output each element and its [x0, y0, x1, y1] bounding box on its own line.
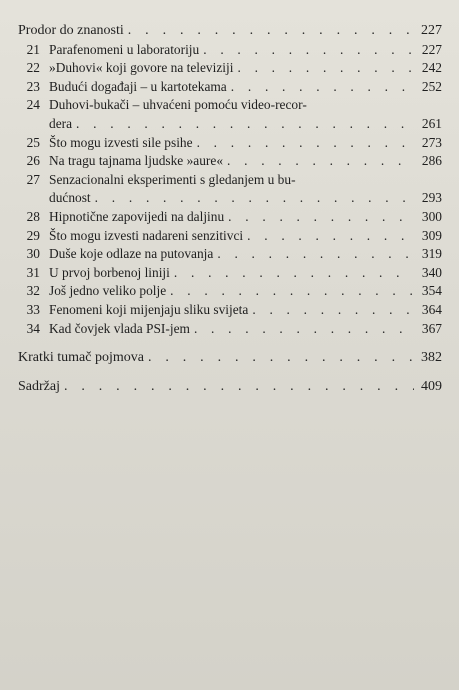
leader-dots [128, 22, 414, 41]
toc-entry [18, 59, 442, 78]
chapter-number: 34 [26, 320, 40, 336]
leader-dots [203, 41, 414, 60]
chapter-number: 28 [26, 208, 40, 224]
chapter-page: 364 [421, 301, 442, 317]
chapter-title: Fenomeni koji mijenjaju sliku svijeta [49, 301, 249, 317]
chapter-title-cont: dera [49, 115, 73, 131]
table-of-contents [18, 22, 442, 396]
leader-dots [194, 320, 414, 339]
leader-dots [247, 227, 414, 246]
chapter-title: Što mogu izvesti sile psihe [49, 134, 193, 150]
leader-dots [148, 349, 414, 368]
section-title: Prodor do znanosti [18, 23, 124, 38]
section-title: Kratki tumač pojmova [18, 350, 144, 366]
section-title: Sadržaj [18, 378, 60, 394]
chapter-number: 25 [26, 134, 40, 150]
toc-entry [18, 152, 442, 171]
toc-entry [18, 78, 442, 97]
leader-dots [95, 189, 414, 208]
chapter-page: 340 [421, 264, 442, 280]
chapter-title-cont: dućnost [49, 190, 91, 206]
chapter-number: 33 [26, 301, 40, 317]
leader-dots [64, 378, 414, 397]
leader-dots [170, 282, 414, 301]
chapter-page: 319 [421, 246, 442, 262]
chapter-page: 293 [421, 190, 442, 206]
chapter-number: 27 [26, 171, 40, 187]
chapter-number: 21 [26, 41, 40, 57]
leader-dots [227, 152, 414, 171]
chapter-title: Budući događaji – u kartotekama [49, 78, 227, 94]
toc-entry [18, 320, 442, 339]
toc-section-heading [18, 349, 442, 368]
chapter-number: 24 [26, 97, 40, 113]
toc-section-heading [18, 378, 442, 397]
chapter-title: Kad čovjek vlada PSI-jem [49, 320, 190, 336]
chapter-page: 354 [421, 283, 442, 299]
toc-entry [18, 301, 442, 320]
toc-entry-continuation [18, 115, 442, 134]
chapter-title: Parafenomeni u laboratoriju [49, 41, 200, 57]
section-page: 227 [421, 23, 442, 38]
leader-dots [197, 134, 414, 153]
section-page: 409 [421, 378, 442, 394]
chapter-page: 300 [421, 208, 442, 224]
toc-entry [18, 41, 442, 60]
leader-dots [228, 208, 414, 227]
chapter-title: U prvoj borbenoj liniji [49, 264, 170, 280]
toc-entry [18, 282, 442, 301]
chapter-page: 273 [421, 134, 442, 150]
chapter-number: 31 [26, 264, 40, 280]
leader-dots [231, 78, 414, 97]
toc-entry-continuation [18, 189, 442, 208]
chapter-page: 286 [421, 153, 442, 169]
chapter-number: 23 [26, 78, 40, 94]
chapter-page: 367 [421, 320, 442, 336]
toc-entry [18, 264, 442, 283]
chapter-number: 22 [26, 60, 40, 76]
chapter-title: Još jedno veliko polje [49, 283, 167, 299]
toc-entry [18, 96, 442, 115]
chapter-title: »Duhovi« koji govore na televiziji [49, 60, 234, 76]
chapter-number: 29 [26, 227, 40, 243]
chapter-title: Hipnotične zapovijedi na daljinu [49, 208, 225, 224]
toc-entry [18, 171, 442, 190]
leader-dots [217, 245, 414, 264]
chapter-number: 32 [26, 283, 40, 299]
leader-dots [174, 264, 414, 283]
chapter-number: 26 [26, 153, 40, 169]
chapter-title: Senzacionalni eksperimenti s gledanjem u bu- [49, 171, 296, 187]
chapter-title: Na tragu tajnama ljudske »aure« [49, 153, 224, 169]
toc-section-heading [18, 22, 442, 41]
toc-entry [18, 227, 442, 246]
chapter-page: 242 [421, 60, 442, 76]
chapter-title: Što mogu izvesti nadareni senzitivci [49, 227, 244, 243]
leader-dots [76, 115, 414, 134]
toc-entry [18, 245, 442, 264]
chapter-page: 252 [421, 78, 442, 94]
chapter-number: 30 [26, 246, 40, 262]
chapter-title: Duše koje odlaze na putovanja [49, 246, 214, 262]
section-page: 382 [421, 350, 442, 366]
chapter-title: Duhovi-bukači – uhvaćeni pomoću video-recor- [49, 97, 307, 113]
toc-entry [18, 134, 442, 153]
leader-dots [237, 59, 414, 78]
leader-dots [252, 301, 414, 320]
toc-entry [18, 208, 442, 227]
chapter-page: 261 [421, 115, 442, 131]
chapter-page: 227 [421, 41, 442, 57]
chapter-page: 309 [421, 227, 442, 243]
